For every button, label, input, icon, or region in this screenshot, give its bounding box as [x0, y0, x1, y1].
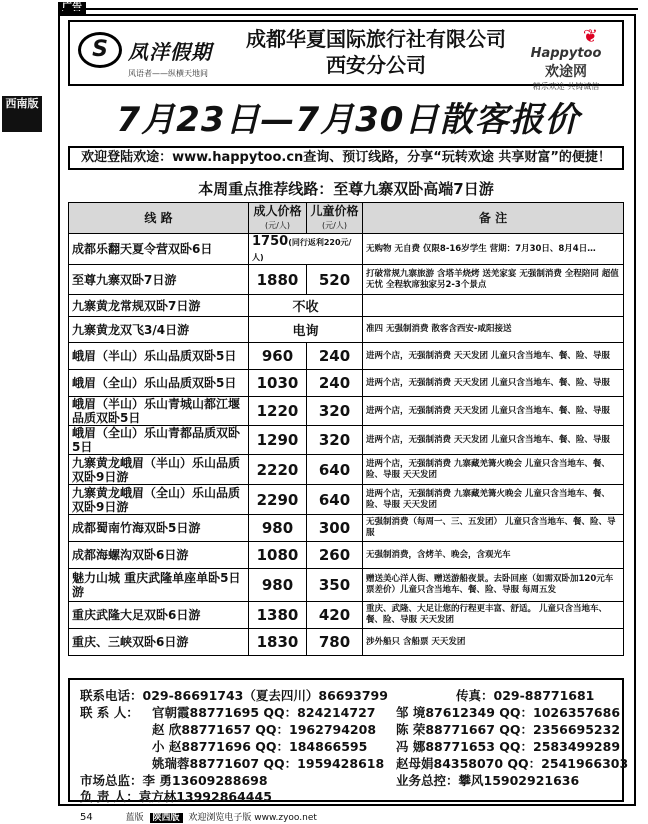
adult-price: 1080 — [249, 542, 307, 569]
welcome-banner: 欢迎登陆欢途：www.happytoo.cn查询、预订线路，分享“玩转欢途 共享财富”的便捷！ — [68, 146, 624, 170]
route-note: 无强制消费（每周一、三、五发团） 儿童只含当地车、餐、险、导服 — [363, 515, 624, 542]
fax-line: 传真：029-88771681 — [456, 688, 595, 703]
table-row — [69, 265, 624, 295]
route-name: 九寨黄龙常规双卧7日游 — [69, 295, 249, 317]
child-price: 300 — [307, 515, 363, 542]
child-price: 350 — [307, 569, 363, 602]
child-price: 640 — [307, 485, 363, 515]
person-label: 联 系 人： — [80, 705, 139, 720]
market-director: 市场总监：李 勇13609288698 — [80, 773, 268, 788]
adult-price: 980 — [249, 515, 307, 542]
table-row — [69, 629, 624, 656]
price-span: 不收 — [249, 295, 363, 317]
price-span: 电询 — [249, 317, 363, 343]
adult-price: 960 — [249, 343, 307, 370]
route-note: 无购物 无自费 仅限8-16岁学生 营期：7月30日、8月4日… — [363, 234, 624, 265]
business-control: 业务总控：攀风15902921636 — [396, 773, 580, 788]
adult-price: 1030 — [249, 370, 307, 397]
table-row — [69, 515, 624, 542]
happytoo-cn: 欢途网 — [545, 64, 587, 80]
route-name: 九寨黄龙峨眉（全山）乐山品质双卧9日游 — [69, 485, 249, 515]
logo-name: 凤洋假期 — [128, 40, 212, 64]
route-note: 赠送美心洋人街、赠送游船夜景。去卧回座（如需双卧加120元车票差价）儿童只含当地车、餐、险、导服 每周五发 — [363, 569, 624, 602]
table-row — [69, 542, 624, 569]
table-row — [69, 569, 624, 602]
child-price: 260 — [307, 542, 363, 569]
price-table — [68, 202, 624, 656]
route-name: 九寨黄龙峨眉（半山）乐山品质双卧9日游 — [69, 455, 249, 485]
route-name: 九寨黄龙双飞3/4日游 — [69, 317, 249, 343]
route-name: 成都乐翻天夏令营双卧6日 — [69, 234, 249, 265]
table-row — [69, 317, 624, 343]
route-name: 成都蜀南竹海双卧5日游 — [69, 515, 249, 542]
special-price: 1750(同行返利220元/人) — [249, 234, 363, 265]
route-name: 峨眉（半山）乐山青城山都江堰品质双卧5日 — [69, 397, 249, 426]
route-name: 峨眉（半山）乐山品质双卧5日 — [69, 343, 249, 370]
fax-number: 029-88771681 — [493, 688, 595, 703]
table-header — [69, 203, 624, 234]
adult-price: 2290 — [249, 485, 307, 515]
fengyang-logo — [76, 28, 226, 82]
adult-price: 1880 — [249, 265, 307, 295]
person-left: 官朝霞88771695 QQ：824214727 — [152, 705, 376, 720]
table-row — [69, 343, 624, 370]
happytoo-slogan: 精乐欢途 共铸诚信 — [532, 82, 600, 91]
page-title: 7月23日—7月30日散客报价 — [116, 100, 580, 140]
route-note: 重庆、武隆、大足让您的行程更丰富、舒适。 儿童只含当地车、餐、险、导服 天天发团 — [363, 602, 624, 629]
person-right: 冯 娜88771653 QQ：2583499289 — [396, 739, 621, 754]
route-note: 进两个店，无强制消费 九寨藏羌篝火晚会 儿童只含当地车、餐、险、导服 天天发团 — [363, 485, 624, 515]
route-name: 魅力山城 重庆武隆单座单卧5日游 — [69, 569, 249, 602]
header-adult: 成人价格 (元/人) — [249, 203, 307, 234]
footer-color: 蓝版 — [125, 813, 144, 823]
person-left: 赵 欣88771657 QQ：1962794208 — [152, 722, 377, 737]
happytoo-name: Happytoo — [530, 46, 602, 61]
route-name: 峨眉（全山）乐山品质双卧5日 — [69, 370, 249, 397]
child-price: 520 — [307, 265, 363, 295]
header-route: 线 路 — [69, 203, 249, 234]
route-name: 至尊九寨双卧7日游 — [69, 265, 249, 295]
route-note: 准四 无强制消费 散客含西安-咸阳接送 — [363, 317, 624, 343]
route-note: 进两个店，无强制消费 天天发团 儿童只含当地车、餐、险、导服 — [363, 397, 624, 426]
footer-edition: 陕西版 — [150, 813, 183, 823]
header — [68, 20, 624, 91]
child-price: 240 — [307, 343, 363, 370]
table-row — [69, 485, 624, 515]
route-name: 成都海螺沟双卧6日游 — [69, 542, 249, 569]
person-left: 姚瑞蓉88771607 QQ：1959428618 — [152, 756, 385, 771]
phone-number: 029-86691743（夏去四川）86693799 — [142, 688, 388, 703]
child-price: 640 — [307, 455, 363, 485]
route-note: 进两个店，无强制消费 天天发团 儿童只含当地车、餐、险、导服 — [363, 343, 624, 370]
child-price: 780 — [307, 629, 363, 656]
logo-mark-icon: S — [78, 32, 122, 68]
table-row — [69, 602, 624, 629]
table-row — [69, 426, 624, 455]
adult-price: 2220 — [249, 455, 307, 485]
phone-line: 联系电话：029-86691743（夏去四川）86693799 — [80, 688, 388, 703]
company-name — [226, 26, 526, 78]
top-rule — [58, 8, 638, 10]
footer-text: 欢迎浏览电子版 www.zyoo.net — [188, 813, 317, 823]
route-name: 重庆武隆大足双卧6日游 — [69, 602, 249, 629]
route-note: 进两个店，无强制消费 九寨藏羌篝火晚会 儿童只含当地车、餐、险、导服 天天发团 — [363, 455, 624, 485]
side-tab: 西南版 — [2, 96, 42, 132]
table-row — [69, 295, 624, 317]
route-note: 无强制消费，含烤羊、晚会，含观光车 — [363, 542, 624, 569]
person-left: 小 赵88771696 QQ：184866595 — [152, 739, 368, 754]
table-row — [69, 455, 624, 485]
child-price: 320 — [307, 397, 363, 426]
route-note: 进两个店，无强制消费 天天发团 儿童只含当地车、餐、险、导服 — [363, 370, 624, 397]
featured-route: 本周重点推荐线路：至尊九寨双卧高端7日游 — [198, 180, 494, 198]
header-note: 备 注 — [363, 203, 624, 234]
footer — [80, 810, 317, 823]
butterfly-icon: ❦ — [582, 26, 598, 47]
route-name: 峨眉（全山）乐山青都品质双卧5日 — [69, 426, 249, 455]
child-price: 240 — [307, 370, 363, 397]
adult-price: 980 — [249, 569, 307, 602]
happytoo-logo — [516, 26, 616, 91]
contact-box — [68, 678, 629, 804]
route-note: 打破常规九寨旅游 含塔羊烧烤 送羌家宴 无强制消费 全程陪同 超值无忧 全程软席独家另2-3个景点 — [363, 265, 624, 295]
adult-price: 1380 — [249, 602, 307, 629]
logo-subtitle: 风语者——纵横天地间 — [128, 69, 208, 78]
company-line2: 西安分公司 — [326, 53, 426, 77]
table-row — [69, 370, 624, 397]
child-price: 320 — [307, 426, 363, 455]
route-name: 重庆、三峡双卧6日游 — [69, 629, 249, 656]
route-note: 进两个店，无强制消费 天天发团 儿童只含当地车、餐、险、导服 — [363, 426, 624, 455]
company-line1: 成都华夏国际旅行社有限公司 — [246, 27, 506, 51]
route-note: 涉外船只 含船票 天天发团 — [363, 629, 624, 656]
adult-price: 1220 — [249, 397, 307, 426]
person-right: 邹 境87612349 QQ：1026357686 — [396, 705, 621, 720]
adult-price: 1830 — [249, 629, 307, 656]
page-number: 54 — [80, 812, 93, 823]
table-row — [69, 397, 624, 426]
table-row — [69, 234, 624, 265]
person-right: 陈 荣88771667 QQ：2356695232 — [396, 722, 621, 737]
child-price: 420 — [307, 602, 363, 629]
adult-price: 1290 — [249, 426, 307, 455]
person-right: 赵母娟84358070 QQ：2541966303 — [396, 756, 629, 771]
responsible-person: 负 责 人：袁方林13992864445 — [80, 789, 272, 804]
route-note — [363, 295, 624, 317]
header-child: 儿童价格 (元/人) — [307, 203, 363, 234]
